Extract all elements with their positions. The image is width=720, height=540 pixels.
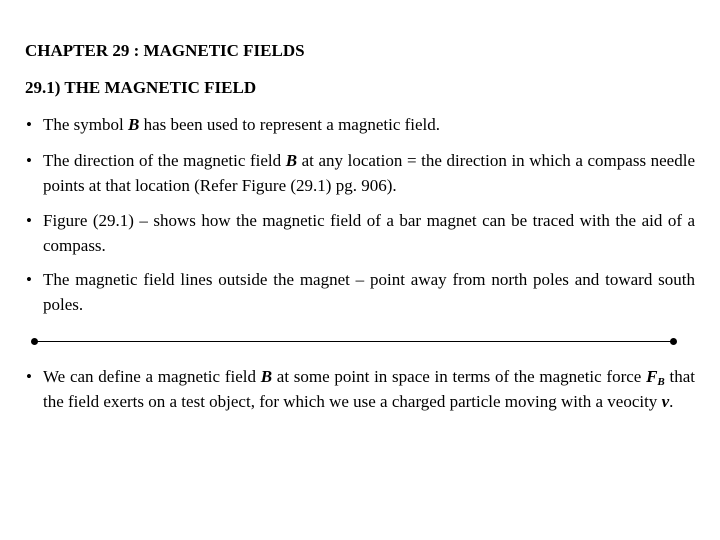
divider-endpoint-right xyxy=(670,338,677,345)
bullet-item-3: • Figure (29.1) – shows how the magnetic field of a bar magnet can be traced with the aid of a compass. xyxy=(25,208,695,258)
symbol-f: F xyxy=(646,367,658,386)
bullet-marker: • xyxy=(26,270,32,289)
bullet-marker: • xyxy=(26,367,32,386)
horizontal-divider xyxy=(35,341,673,342)
symbol-b: B xyxy=(285,151,298,170)
bullet-item-5: • We can define a magnetic field B at some point in space in terms of the magnetic force $F_B$ that the field exerts on a test object, for which we use a charged particle moving with a veocity v. xyxy=(25,364,695,414)
bullet-marker: • xyxy=(26,211,32,230)
symbol-f-subscript: B xyxy=(657,376,665,388)
bullet-item-1: • The symbol B has been used to represent a magnetic field. xyxy=(25,112,695,137)
chapter-title: CHAPTER 29 : MAGNETIC FIELDS xyxy=(25,41,305,60)
symbol-b: B xyxy=(128,115,140,134)
bullet-item-2: • The direction of the magnetic field B at any location = the direction in which a compass needle points at that location (Refer Figure (29.1) pg. 906). xyxy=(25,148,695,198)
symbol-b: B xyxy=(260,367,273,386)
section-title: 29.1) THE MAGNETIC FIELD xyxy=(25,78,257,97)
divider-endpoint-left xyxy=(31,338,38,345)
bullet-marker: • xyxy=(26,115,32,134)
symbol-v: v xyxy=(661,392,670,411)
bullet-item-4: • The magnetic field lines outside the magnet – point away from north poles and toward south poles. xyxy=(25,267,695,317)
bullet-marker: • xyxy=(26,151,32,170)
